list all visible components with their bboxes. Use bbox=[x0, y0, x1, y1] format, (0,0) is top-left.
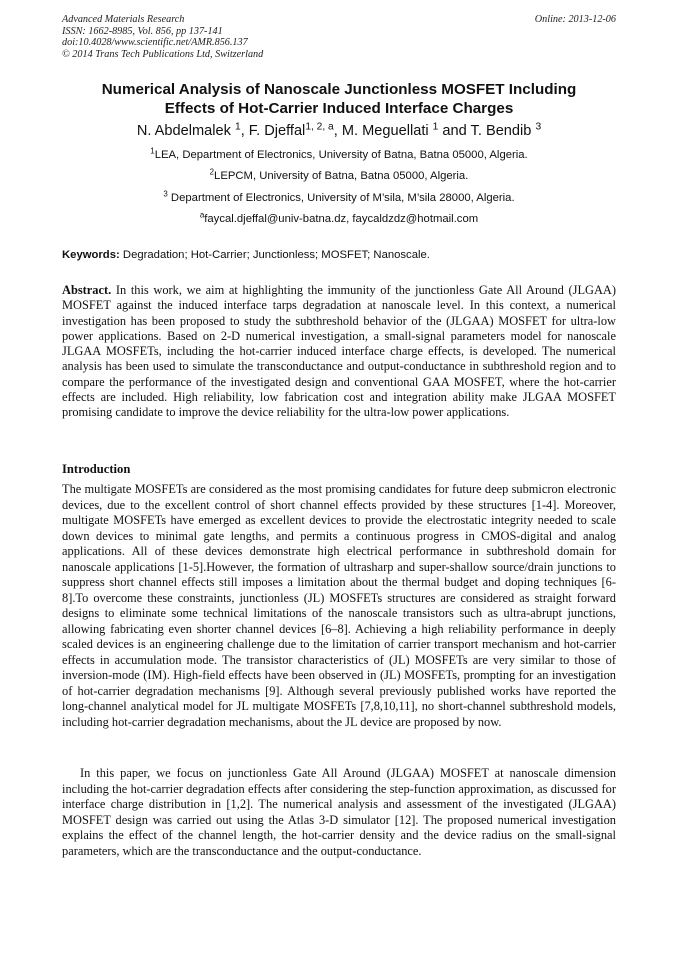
journal-header bbox=[62, 14, 263, 60]
paper-title bbox=[62, 80, 616, 118]
abstract-label: Abstract. bbox=[62, 283, 112, 297]
author-2: , F. Djeffal bbox=[240, 123, 306, 139]
author-2-affil: 1, 2, a bbox=[305, 121, 334, 133]
affiliation-2-text: LEPCM, University of Batna, Batna 05000, Algeria. bbox=[214, 170, 469, 182]
author-3-affil: 1 bbox=[432, 121, 439, 133]
abstract bbox=[62, 283, 616, 421]
author-1-affil: 1 bbox=[235, 121, 241, 133]
author-3: , M. Meguellati bbox=[333, 123, 433, 139]
affiliation-1-text: LEA, Department of Electronics, University of Batna, Batna 05000, Algeria. bbox=[154, 149, 528, 161]
affiliation-1 bbox=[62, 148, 616, 162]
author-4-affil: 3 bbox=[535, 121, 542, 133]
abstract-text: In this work, we aim at highlighting the immunity of the junctionless Gate All Around (JLGAA) MOSFET against the induced interface tarps degradation at nanoscale level. In this context, a numerical investigation has been proposed to study the subthreshold behavior of the (JLGAA) MOSFET for ultra-low power applications. Based on 2-D numerical investigation, a small-signal parameters model for nanoscale JLGAA MOSFETs, including the hot-carrier induced interface charge effects, is developed. The numerical analysis has been used to simulate the transconductance and output-conductance in subthreshold region and to compare the performance of the investigated design and conventional GAA MOSFET, where the hot-carrier effects are included. High reliability, low fabrication cost and integration ability make JLGAA MOSFET promising candidate to improve the device reliability for the ultra-low power applications. bbox=[62, 283, 616, 420]
contact-email bbox=[62, 212, 616, 226]
affiliation-2 bbox=[62, 169, 616, 183]
doi-line: doi:10.4028/www.scientific.net/AMR.856.137 bbox=[62, 37, 248, 49]
affiliation-2-mark: 2 bbox=[209, 167, 215, 177]
affiliation-3 bbox=[62, 191, 616, 205]
keywords bbox=[62, 248, 616, 262]
title-line-1: Numerical Analysis of Nanoscale Junctionless MOSFET Including bbox=[101, 81, 577, 98]
intro-paragraph-1: The multigate MOSFETs are considered as the most promising candidates for future deep submicron electronic devices, due to the excellent control of short channel effects provided by these structures [1-4]. Moreover, multigate MOSFETs have emerged as excellent devices to provide the electrostatic integrity needed to scale down devices to minimal gate lengths, and permits a continuous progress in CMOS-digital and analog applications. All of these devices demonstrate high electrical performance in subthreshold domain for nanoscale applications [1-5].However, the formation of ultrasharp and super-shallow source/drain junctions to suppress short channel effects still imposes a limitation about the thermal budget and doping techniques [6-8].To overcome these constraints, junctionless (JL) MOSFETs structures are considered as straight forward designs to eliminate some technical limitations of the nanoscale transistors such as ultra-abrupt junctions, allowing fabricating even shorter channel devices [6–8]. Achieving a high reliability performance in deeply scaled devices is an engineering challenge due to the limitation of carrier transport mechanism and hot-carrier effects in accumulation mode. The transistor characteristics of (JL) MOSFETs are very similar to those of inversion-mode (IM). High-field effects have been observed in (JL) MOSFETs, prompting for an investigation of hot-carrier degradation mechanisms [9]. Although several previously published works have reported the long-channel analytical model for JL multigate MOSFETs [7,8,10,11], no short-channel subthreshold models, including hot-carrier degradation mechanisms, about the JL device are proposed by now. bbox=[62, 482, 616, 729]
journal-name: Advanced Materials Research bbox=[62, 14, 185, 25]
email-text[interactable]: faycal.djeffal@univ-batna.dz, faycaldzdz@hotmail.com bbox=[204, 213, 479, 225]
affiliation-3-mark: 3 bbox=[163, 189, 168, 199]
title-line-2: Effects of Hot-Carrier Induced Interface Charges bbox=[164, 100, 514, 117]
author-4: and T. Bendib bbox=[438, 123, 536, 139]
keywords-label: Keywords: bbox=[62, 249, 120, 261]
keywords-text: Degradation; Hot-Carrier; Junctionless; MOSFET; Nanoscale. bbox=[119, 249, 430, 261]
issn-line: ISSN: 1662-8985, Vol. 856, pp 137-141 bbox=[62, 25, 223, 37]
intro-paragraph-2: In this paper, we focus on junctionless Gate All Around (JLGAA) MOSFET at nanoscale dimension including the hot-carrier degradation effects after considering the step-function approximation, as discussed for interface charge distribution in [1,2]. The numerical analysis and assessment of the investigated (JLGAA) MOSFET design was carried out using the Atlas 3-D simulator [12]. The proposed numerical investigation explains the effect of the channel length, the hot-carrier density and the device radius on the small-signal parameters, which are the transconductance and the output-conductance. bbox=[62, 766, 616, 858]
copyright-line: © 2014 Trans Tech Publications Ltd, Switzerland bbox=[62, 48, 264, 60]
affiliation-1-mark: 1 bbox=[150, 146, 155, 156]
author-list bbox=[62, 122, 616, 140]
online-date: Online: 2013-12-06 bbox=[534, 14, 616, 25]
email-mark: a bbox=[199, 210, 205, 220]
affiliation-3-text: Department of Electronics, University of M’sila, M’sila 28000, Algeria. bbox=[167, 192, 515, 204]
section-heading-introduction: Introduction bbox=[62, 462, 131, 476]
author-1: N. Abdelmalek bbox=[136, 123, 235, 139]
